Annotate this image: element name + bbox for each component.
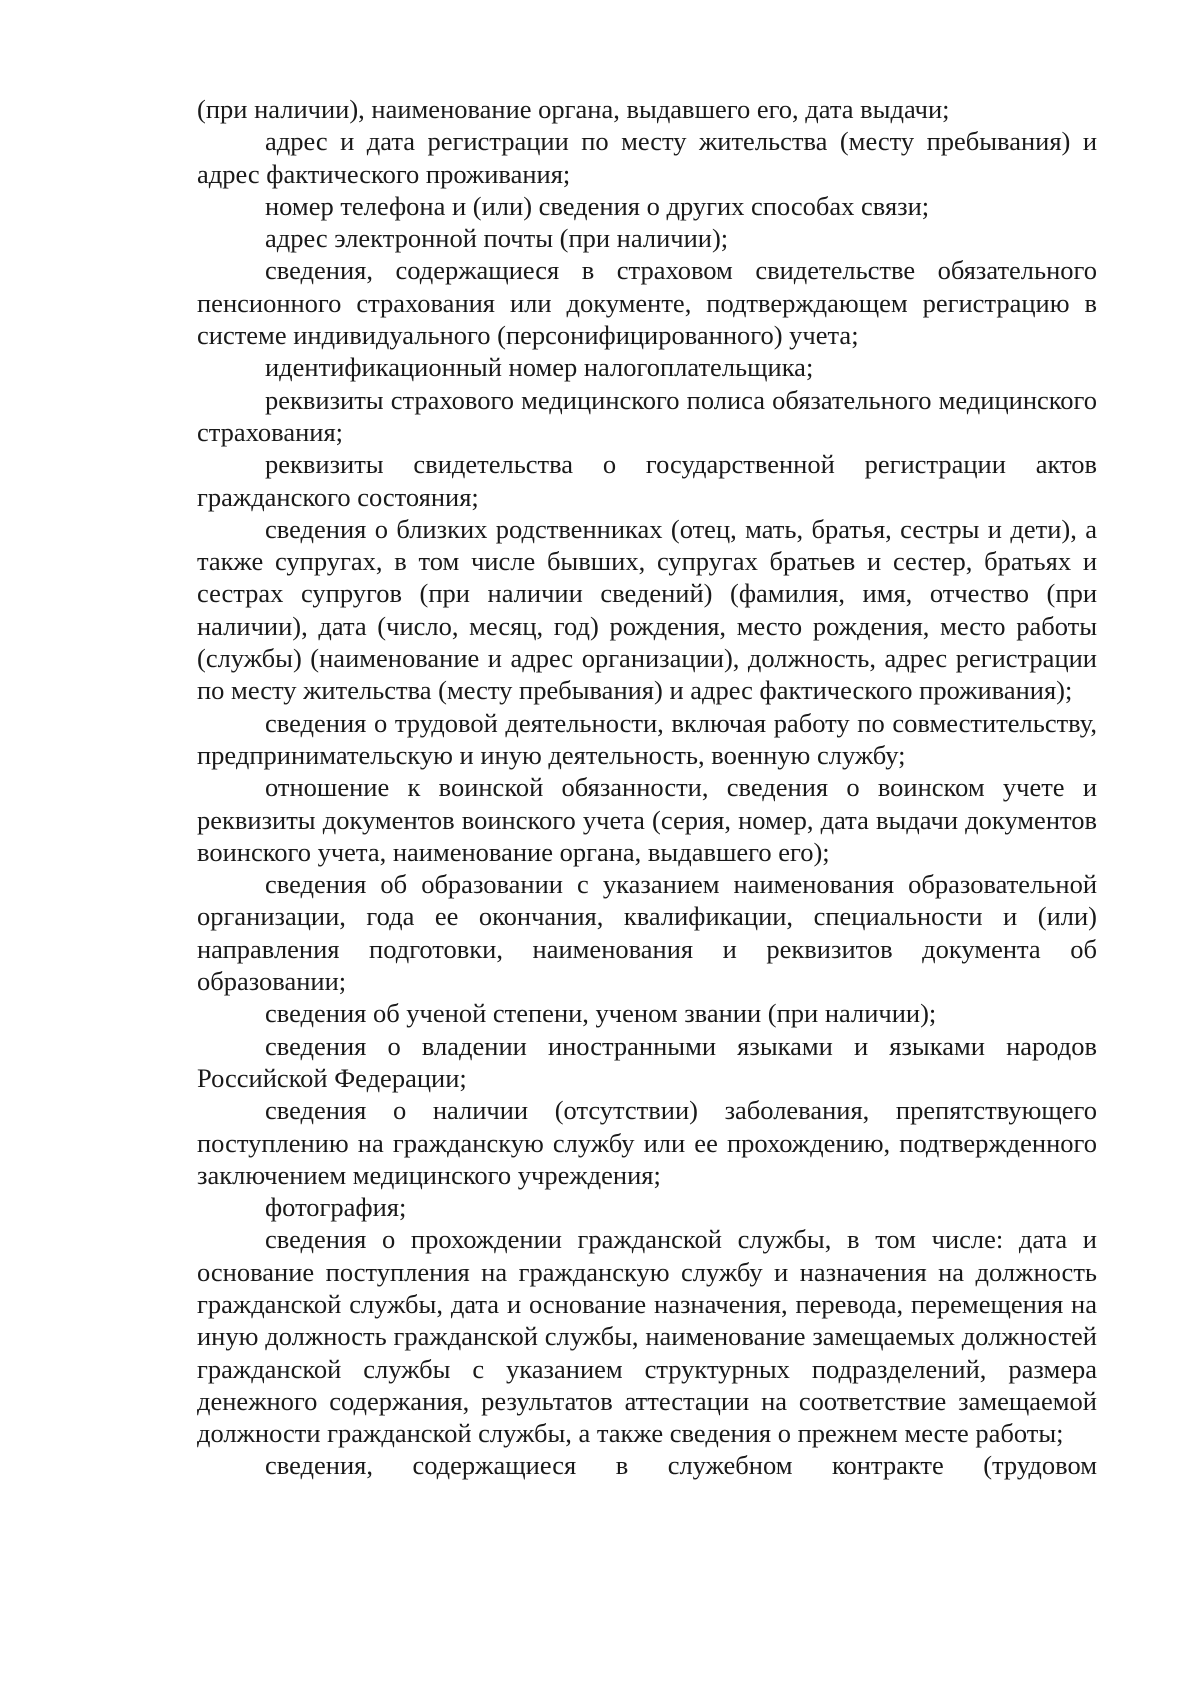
paragraph-health: сведения о наличии (отсутствии) заболевания, препятствующего поступлению на гражданскую службу или ее прохождению, подтвержденного заключением медицинского учреждения;	[197, 1095, 1097, 1190]
paragraph-registration-address: адрес и дата регистрации по месту жительства (месту пребывания) и адрес фактического проживания;	[197, 126, 1097, 189]
paragraph-service-contract: сведения, содержащиеся в служебном контракте (трудовом	[265, 1450, 1097, 1481]
paragraph-civil-status: реквизиты свидетельства о государственной регистрации актов гражданского состояния;	[197, 449, 1097, 512]
paragraph-education: сведения об образовании с указанием наименования образовательной организации, года ее окончания, квалификации, специальности и (или) направления подготовки, наименования и реквизитов документа об образовании;	[197, 869, 1097, 997]
paragraph-phone: номер телефона и (или) сведения о других способах связи;	[265, 190, 930, 221]
paragraph-civil-service: сведения о прохождении гражданской службы, в том числе: дата и основание поступления на гражданскую службу и назначения на должность гражданской службы, дата и основание назначения, перевода, перемещения на иную должность гражданской службы, наименование замещаемых должностей гражданской службы с указанием структурных подразделений, размера денежного содержания, результатов аттестации на соответствие замещаемой должности гражданской службы, а также сведения о прежнем месте работы;	[197, 1224, 1097, 1449]
paragraph-work-history: сведения о трудовой деятельности, включая работу по совместительству, предпринимательскую и иную деятельность, военную службу;	[197, 707, 1097, 770]
paragraph-academic-degree: сведения об ученой степени, ученом звании (при наличии);	[265, 998, 937, 1029]
paragraph-medical-policy: реквизиты страхового медицинского полиса обязательного медицинского страхования;	[197, 384, 1097, 447]
paragraph-issuing-authority: (при наличии), наименование органа, выдавшего его, дата выдачи;	[197, 94, 950, 124]
paragraph-pension-insurance: сведения, содержащиеся в страховом свидетельстве обязательного пенсионного страхования или документе, подтверждающем регистрацию в системе индивидуального (персонифицированного) учета;	[197, 255, 1097, 351]
paragraph-relatives: сведения о близких родственниках (отец, мать, братья, сестры и дети), а также супругах, в том числе бывших, супругах братьев и сестер, братьях и сестрах супругов (при наличии сведений) (фамилия, имя, отчество (при наличии), дата (число, месяц, год) рождения, место рождения, место работы (службы) (наименование и адрес организации), должность, адрес регистрации по месту жительства (месту пребывания) и адрес фактического проживания);	[197, 513, 1097, 706]
paragraph-languages: сведения о владении иностранными языками и языками народов Российской Федерации;	[197, 1030, 1097, 1093]
paragraph-military-duty: отношение к воинской обязанности, сведения о воинском учете и реквизиты документов воинского учета (серия, номер, дата выдачи документов воинского учета, наименование органа, выдавшего его);	[197, 772, 1097, 867]
paragraph-photo: фотография;	[265, 1192, 407, 1223]
paragraph-email: адрес электронной почты (при наличии);	[265, 223, 729, 254]
document-body	[197, 93, 1097, 1482]
paragraph-tax-number: идентификационный номер налогоплательщика;	[265, 352, 814, 383]
